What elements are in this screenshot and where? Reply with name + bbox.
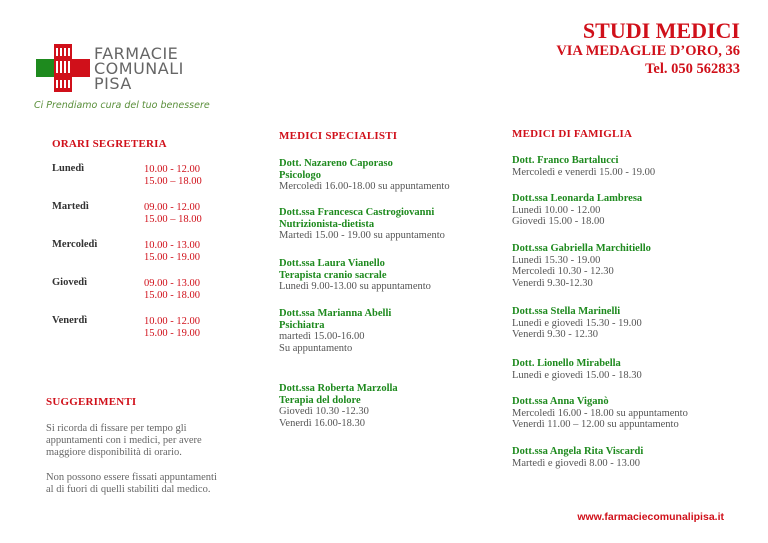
specialisti-heading: MEDICI SPECIALISTI [279, 130, 398, 142]
schedule-hours-1: 10.00 - 12.00 [144, 164, 200, 175]
note-line: al di fuori di quelli stabiliti dal medico. [46, 484, 211, 495]
doctor-hours: martedì 15.00-16.00 [279, 331, 365, 342]
family-doctor-entry [512, 446, 742, 469]
schedule-row [52, 277, 200, 301]
doctor-hours: Su appuntamento [279, 342, 353, 354]
schedule-hours-1: 10.00 - 13.00 [144, 240, 200, 251]
doctor-hours: Venerdì 16.00-18.30 [279, 417, 366, 429]
doctor-name: Dott. Nazareno Caporaso [279, 158, 393, 169]
family-doctor-entry [512, 155, 742, 178]
doctor-name: Dott. Lionello Mirabella [512, 358, 621, 369]
doctor-hours: Giovedì 10.30 -12.30 [279, 406, 369, 417]
website-link[interactable]: www.farmaciecomunalipisa.it [577, 511, 724, 523]
doctor-hours: Lunedì 15.30 - 19.00 [512, 254, 601, 266]
doctor-name: Dott.ssa Marianna Abelli [279, 308, 392, 319]
note-line: Si ricorda di fissare per tempo gli [46, 423, 187, 434]
doctor-hours: Martedì 15.00 - 19.00 su appuntamento [279, 230, 445, 241]
schedule-hours-2: 15.00 – 18.00 [144, 214, 202, 225]
specialist-entry [279, 383, 499, 429]
doctor-specialty: Psichiatra [279, 319, 325, 331]
schedule-day: Venerdì [52, 315, 88, 326]
doctor-specialty: Terapia del dolore [279, 394, 361, 406]
schedule-hours-2: 15.00 - 19.00 [144, 252, 200, 263]
doctor-hours: Mercoledì 16.00 - 18.00 su appuntamento [512, 407, 688, 419]
brand-tagline: Ci Prendiamo cura del tuo benessere [34, 100, 210, 111]
brand-line1: FARMACIE [94, 44, 179, 63]
doctor-name: Dott.ssa Anna Viganò [512, 396, 609, 407]
specialist-entry [279, 158, 499, 193]
doctor-name: Dott.ssa Leonarda Lambresa [512, 193, 643, 204]
schedule-hours-2: 15.00 - 19.00 [144, 328, 200, 339]
doctor-name: Dott. Franco Bartalucci [512, 155, 619, 166]
doctor-hours: Lunedì e giovedì 15.00 - 18.30 [512, 369, 642, 381]
doctor-name: Dott.ssa Stella Marinelli [512, 306, 621, 317]
doctor-name: Dott.ssa Francesca Castrogiovanni [279, 207, 435, 218]
family-doctor-entry [512, 306, 742, 341]
phone: Tel. 050 562833 [645, 61, 740, 77]
doctor-hours: Venerdì 9.30-12.30 [512, 277, 593, 289]
pharmacy-cross-logo-icon [36, 44, 90, 92]
doctor-name: Dott.ssa Laura Vianello [279, 258, 385, 269]
specialist-entry [279, 308, 499, 354]
doctor-hours: Giovedì 15.00 - 18.00 [512, 216, 605, 227]
schedule-day: Lunedì [52, 163, 85, 174]
doctor-hours: Mercoledì 10.30 - 12.30 [512, 266, 614, 277]
family-doctor-entry [512, 358, 742, 381]
doctor-specialty: Terapista cranio sacrale [279, 269, 387, 281]
brand-line2: COMUNALI [94, 59, 184, 78]
schedule-hours-1: 09.00 - 13.00 [144, 278, 200, 289]
doctor-hours: Mercoledì 16.00-18.00 su appuntamento [279, 181, 450, 192]
page-title: STUDI MEDICI [582, 18, 740, 43]
schedule-hours-2: 15.00 - 18.00 [144, 290, 200, 301]
doctor-hours: Mercoledì e venerdì 15.00 - 19.00 [512, 166, 656, 178]
family-doctor-entry [512, 243, 742, 289]
note-line: maggiore disponibilità di orario. [46, 447, 182, 458]
doctor-name: Dott.ssa Angela Rita Viscardi [512, 446, 644, 457]
schedule-row [52, 163, 202, 187]
suggerimenti-text-1 [46, 423, 246, 459]
schedule-hours-1: 09.00 - 12.00 [144, 202, 200, 213]
suggerimenti-text-2 [46, 472, 246, 496]
suggerimenti-heading: SUGGERIMENTI [46, 396, 137, 408]
doctor-name: Dott.ssa Roberta Marzolla [279, 383, 398, 394]
brand-line3: PISA [94, 74, 132, 93]
doctor-specialty: Psicologo [279, 169, 321, 181]
schedule-row [52, 239, 200, 263]
family-doctor-entry [512, 396, 742, 431]
doctor-specialty: Nutrizionista-dietista [279, 218, 375, 230]
schedule-day: Mercoledì [52, 239, 98, 250]
brand-logo [36, 44, 196, 102]
family-doctor-entry [512, 193, 742, 228]
schedule-day: Giovedì [52, 277, 88, 288]
doctor-hours: Venerdì 11.00 – 12.00 su appuntamento [512, 419, 679, 430]
doctor-hours: Venerdì 9.30 - 12.30 [512, 329, 599, 340]
schedule-row [52, 315, 200, 339]
schedule-hours-1: 10.00 - 12.00 [144, 316, 200, 327]
segreteria-heading: ORARI SEGRETERIA [52, 138, 167, 150]
doctor-name: Dott.ssa Gabriella Marchitiello [512, 243, 651, 254]
specialist-entry [279, 258, 499, 293]
famiglia-heading: MEDICI DI FAMIGLIA [512, 128, 633, 140]
doctor-hours: Lunedì 10.00 - 12.00 [512, 204, 601, 216]
note-line: appuntamenti con i medici, per avere [46, 435, 202, 446]
address: VIA MEDAGLIE D’ORO, 36 [556, 43, 740, 59]
doctor-hours: Lunedì 9.00-13.00 su appuntamento [279, 281, 431, 292]
note-line: Non possono essere fissati appuntamenti [46, 472, 217, 483]
schedule-day: Martedì [52, 201, 89, 212]
schedule-row [52, 201, 202, 225]
schedule-hours-2: 15.00 – 18.00 [144, 176, 202, 187]
specialist-entry [279, 207, 499, 242]
doctor-hours: Martedì e giovedì 8.00 - 13.00 [512, 457, 641, 469]
doctor-hours: Lunedì e giovedì 15.30 - 19.00 [512, 317, 642, 329]
